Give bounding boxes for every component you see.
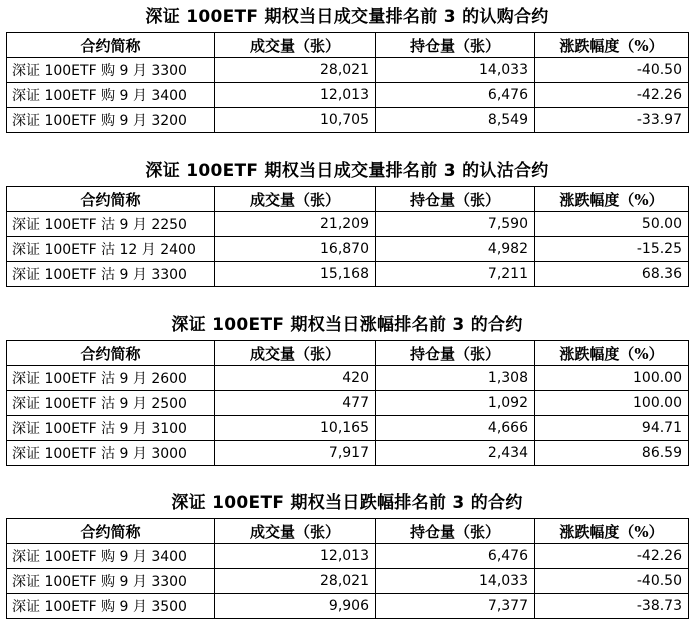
header-contract-name: 合约简称 bbox=[7, 33, 215, 58]
table-row bbox=[7, 416, 689, 441]
change-pct-cell: -38.73 bbox=[535, 594, 689, 619]
ranking-table bbox=[6, 518, 689, 619]
table-header-row bbox=[7, 33, 689, 58]
ranking-section-1 bbox=[6, 2, 688, 133]
table-row bbox=[7, 441, 689, 466]
open-interest-cell: 2,434 bbox=[376, 441, 535, 466]
volume-cell: 9,906 bbox=[215, 594, 376, 619]
open-interest-cell: 7,211 bbox=[376, 262, 535, 287]
section-title: 深证 100ETF 期权当日跌幅排名前 3 的合约 bbox=[171, 493, 523, 513]
header-change-pct: 涨跌幅度（%） bbox=[535, 33, 689, 58]
contract-name-cell: 深证 100ETF 沽 9 月 2600 bbox=[7, 366, 215, 391]
header-change-pct: 涨跌幅度（%） bbox=[535, 187, 689, 212]
header-volume: 成交量（张） bbox=[215, 341, 376, 366]
change-pct-cell: -15.25 bbox=[535, 237, 689, 262]
header-volume: 成交量（张） bbox=[215, 33, 376, 58]
change-pct-cell: -42.26 bbox=[535, 83, 689, 108]
open-interest-cell: 14,033 bbox=[376, 569, 535, 594]
volume-cell: 28,021 bbox=[215, 58, 376, 83]
change-pct-cell: -40.50 bbox=[535, 58, 689, 83]
open-interest-cell: 1,308 bbox=[376, 366, 535, 391]
header-volume: 成交量（张） bbox=[215, 519, 376, 544]
volume-cell: 28,021 bbox=[215, 569, 376, 594]
ranking-section-4 bbox=[6, 488, 688, 619]
contract-name-cell: 深证 100ETF 沽 9 月 3000 bbox=[7, 441, 215, 466]
contract-name-cell: 深证 100ETF 购 9 月 3300 bbox=[7, 58, 215, 83]
section-title: 深证 100ETF 期权当日涨幅排名前 3 的合约 bbox=[171, 315, 523, 335]
contract-name-cell: 深证 100ETF 购 9 月 3500 bbox=[7, 594, 215, 619]
contract-name-cell: 深证 100ETF 沽 9 月 3100 bbox=[7, 416, 215, 441]
header-change-pct: 涨跌幅度（%） bbox=[535, 341, 689, 366]
volume-cell: 16,870 bbox=[215, 237, 376, 262]
open-interest-cell: 6,476 bbox=[376, 83, 535, 108]
table-row bbox=[7, 237, 689, 262]
ranking-section-3 bbox=[6, 310, 688, 466]
open-interest-cell: 7,377 bbox=[376, 594, 535, 619]
table-row bbox=[7, 108, 689, 133]
volume-cell: 477 bbox=[215, 391, 376, 416]
ranking-table bbox=[6, 186, 689, 287]
header-open-interest: 持仓量（张） bbox=[376, 187, 535, 212]
table-row bbox=[7, 58, 689, 83]
volume-cell: 10,165 bbox=[215, 416, 376, 441]
change-pct-cell: 50.00 bbox=[535, 212, 689, 237]
open-interest-cell: 6,476 bbox=[376, 544, 535, 569]
change-pct-cell: -40.50 bbox=[535, 569, 689, 594]
table-header-row bbox=[7, 519, 689, 544]
open-interest-cell: 4,666 bbox=[376, 416, 535, 441]
header-open-interest: 持仓量（张） bbox=[376, 33, 535, 58]
table-row bbox=[7, 569, 689, 594]
contract-name-cell: 深证 100ETF 沽 9 月 3300 bbox=[7, 262, 215, 287]
contract-name-cell: 深证 100ETF 购 9 月 3200 bbox=[7, 108, 215, 133]
volume-cell: 12,013 bbox=[215, 83, 376, 108]
section-title: 深证 100ETF 期权当日成交量排名前 3 的认购合约 bbox=[145, 7, 549, 27]
table-row bbox=[7, 262, 689, 287]
table-row bbox=[7, 594, 689, 619]
contract-name-cell: 深证 100ETF 沽 9 月 2500 bbox=[7, 391, 215, 416]
ranking-table bbox=[6, 340, 689, 466]
volume-cell: 12,013 bbox=[215, 544, 376, 569]
change-pct-cell: 100.00 bbox=[535, 391, 689, 416]
ranking-section-2 bbox=[6, 156, 688, 287]
open-interest-cell: 7,590 bbox=[376, 212, 535, 237]
header-open-interest: 持仓量（张） bbox=[376, 341, 535, 366]
section-title: 深证 100ETF 期权当日成交量排名前 3 的认沽合约 bbox=[145, 161, 549, 181]
open-interest-cell: 4,982 bbox=[376, 237, 535, 262]
table-row bbox=[7, 83, 689, 108]
table-row bbox=[7, 366, 689, 391]
contract-name-cell: 深证 100ETF 购 9 月 3400 bbox=[7, 83, 215, 108]
change-pct-cell: 68.36 bbox=[535, 262, 689, 287]
header-contract-name: 合约简称 bbox=[7, 341, 215, 366]
volume-cell: 7,917 bbox=[215, 441, 376, 466]
table-row bbox=[7, 391, 689, 416]
volume-cell: 10,705 bbox=[215, 108, 376, 133]
table-header-row bbox=[7, 187, 689, 212]
change-pct-cell: -42.26 bbox=[535, 544, 689, 569]
table-row bbox=[7, 212, 689, 237]
open-interest-cell: 1,092 bbox=[376, 391, 535, 416]
change-pct-cell: -33.97 bbox=[535, 108, 689, 133]
open-interest-cell: 8,549 bbox=[376, 108, 535, 133]
contract-name-cell: 深证 100ETF 沽 12 月 2400 bbox=[7, 237, 215, 262]
open-interest-cell: 14,033 bbox=[376, 58, 535, 83]
header-open-interest: 持仓量（张） bbox=[376, 519, 535, 544]
header-change-pct: 涨跌幅度（%） bbox=[535, 519, 689, 544]
header-volume: 成交量（张） bbox=[215, 187, 376, 212]
contract-name-cell: 深证 100ETF 购 9 月 3400 bbox=[7, 544, 215, 569]
change-pct-cell: 100.00 bbox=[535, 366, 689, 391]
volume-cell: 420 bbox=[215, 366, 376, 391]
ranking-table bbox=[6, 32, 689, 133]
volume-cell: 21,209 bbox=[215, 212, 376, 237]
volume-cell: 15,168 bbox=[215, 262, 376, 287]
header-contract-name: 合约简称 bbox=[7, 187, 215, 212]
change-pct-cell: 94.71 bbox=[535, 416, 689, 441]
header-contract-name: 合约简称 bbox=[7, 519, 215, 544]
table-header-row bbox=[7, 341, 689, 366]
change-pct-cell: 86.59 bbox=[535, 441, 689, 466]
contract-name-cell: 深证 100ETF 沽 9 月 2250 bbox=[7, 212, 215, 237]
contract-name-cell: 深证 100ETF 购 9 月 3300 bbox=[7, 569, 215, 594]
table-row bbox=[7, 544, 689, 569]
